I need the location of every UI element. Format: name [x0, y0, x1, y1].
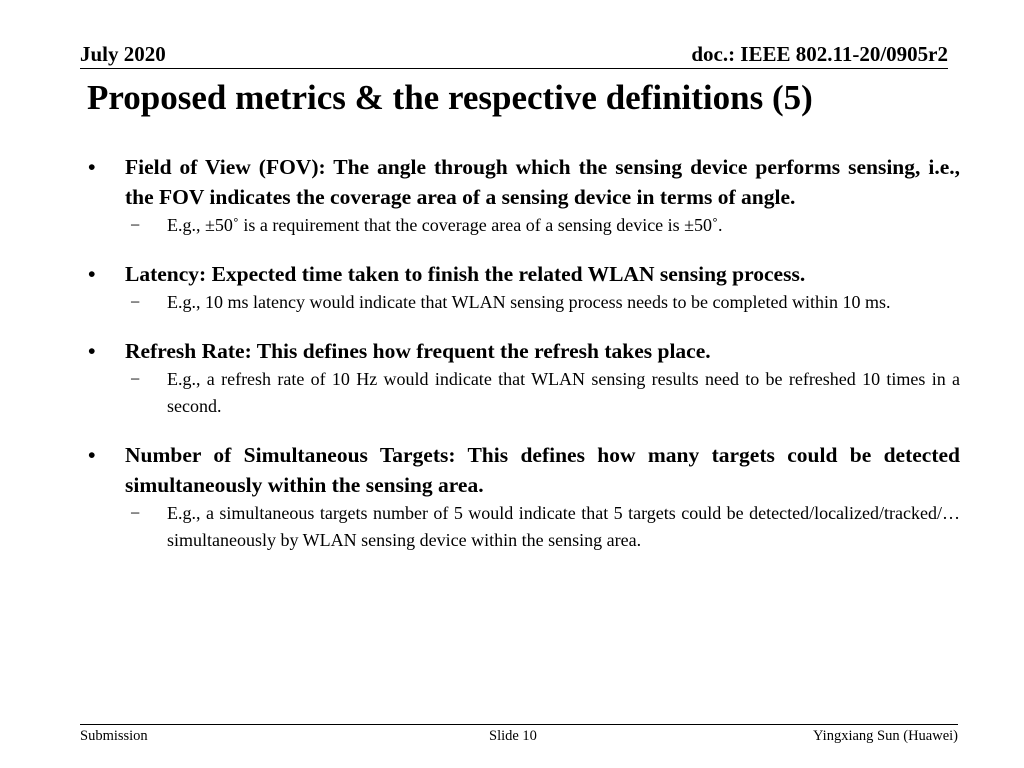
bullet-refresh-rate [88, 336, 960, 366]
bullet-marker: • [88, 262, 96, 286]
sub-bullet-simultaneous-targets [88, 500, 960, 554]
bullet-refresh-rate-text: Refresh Rate: This defines how frequent the refresh takes place. [125, 339, 711, 363]
footer-slide-number: Slide 10 [489, 728, 537, 744]
bullet-marker: • [88, 443, 96, 467]
slide-title: Proposed metrics & the respective definitions (5) [87, 78, 813, 117]
sub-bullet-refresh-rate-text: E.g., a refresh rate of 10 Hz would indicate that WLAN sensing results need to be refreshed 10 times in a second. [167, 369, 960, 416]
bullet-latency [88, 259, 960, 289]
bullet-simultaneous-targets-text: Number of Simultaneous Targets: This defines how many targets could be detected simultaneously within the sensing area. [125, 443, 960, 497]
sub-bullet-latency-text: E.g., 10 ms latency would indicate that WLAN sensing process needs to be completed within 10 ms. [167, 292, 891, 312]
bullet-fov [88, 152, 960, 212]
slide-content [88, 152, 960, 554]
bullet-simultaneous-targets [88, 440, 960, 500]
sub-bullet-latency [88, 289, 960, 316]
header-date: July 2020 [80, 42, 166, 66]
sub-bullet-refresh-rate [88, 366, 960, 420]
dash-marker: − [130, 369, 141, 389]
bullet-marker: • [88, 155, 96, 179]
bullet-latency-text: Latency: Expected time taken to finish the related WLAN sensing process. [125, 262, 806, 286]
sub-bullet-simultaneous-targets-text: E.g., a simultaneous targets number of 5 would indicate that 5 targets could be detected/localized/tracked/… simultaneously by WLAN sensing device within the sensing area. [167, 503, 960, 550]
dash-marker: − [130, 292, 141, 312]
dash-marker: − [130, 503, 141, 523]
footer-author: Yingxiang Sun (Huawei) [813, 728, 958, 744]
bullet-marker: • [88, 339, 96, 363]
footer-submission: Submission [80, 728, 148, 744]
footer-divider [80, 724, 958, 725]
bullet-fov-text: Field of View (FOV): The angle through which the sensing device performs sensing, i.e., the FOV indicates the coverage area of a sensing device in terms of angle. [125, 155, 960, 209]
header-doc-id: doc.: IEEE 802.11-20/0905r2 [691, 42, 948, 66]
sub-bullet-fov [88, 212, 960, 239]
sub-bullet-fov-text: E.g., ±50˚ is a requirement that the coverage area of a sensing device is ±50˚. [167, 215, 723, 235]
dash-marker: − [130, 215, 141, 235]
header-divider [80, 68, 948, 69]
